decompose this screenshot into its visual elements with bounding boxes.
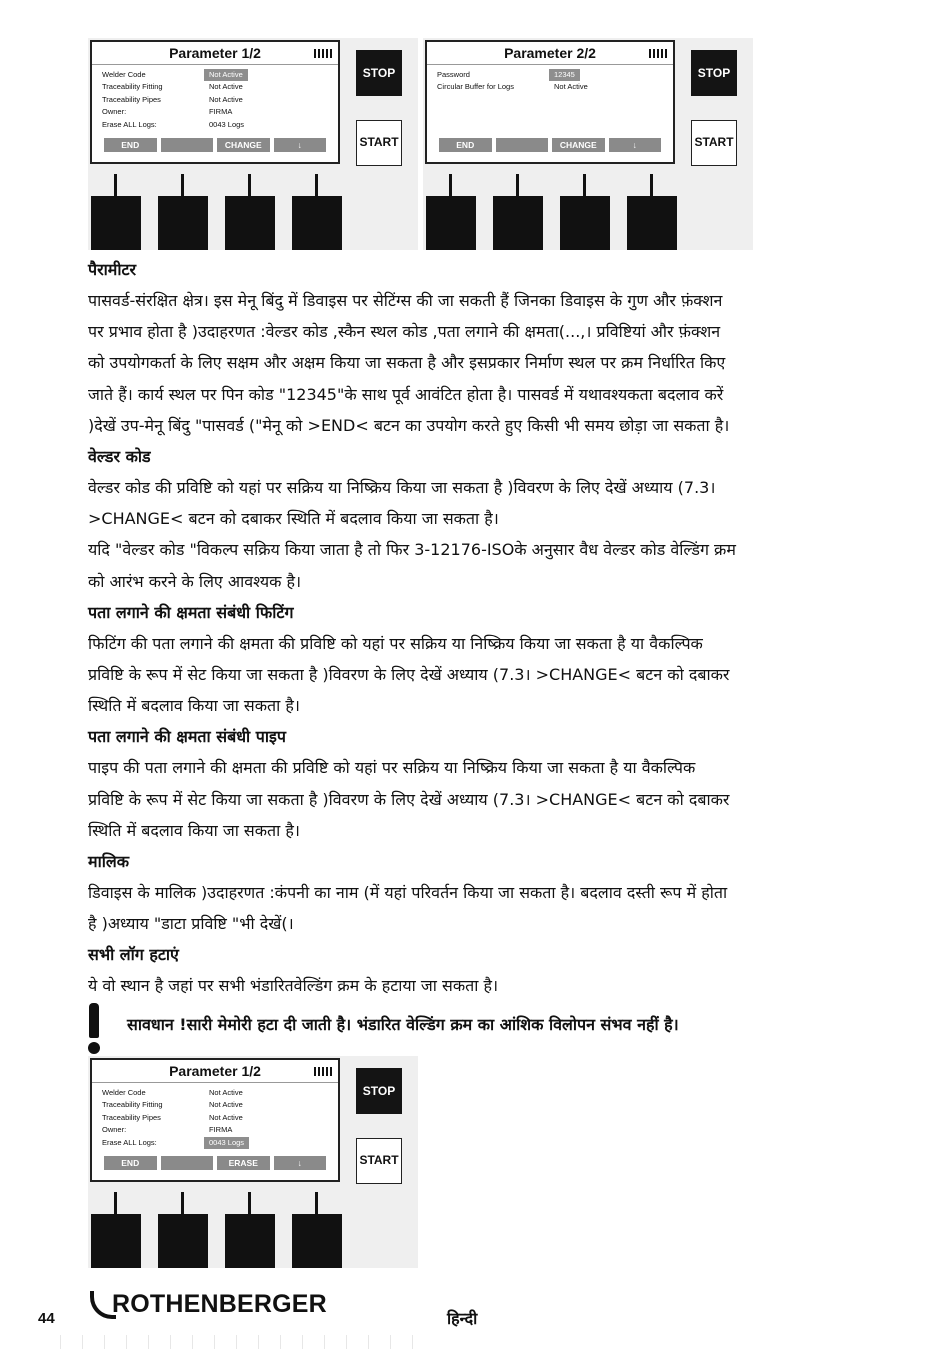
row-value: FIRMA	[209, 107, 233, 117]
row-label: Password	[437, 70, 470, 79]
paragraph-line: जाते हैं। कार्य स्थल पर पिन कोड "12345"के साथ पूर्व आवंटित होता है। पासवर्ड में यथावश्यकता बदलाव करें	[88, 384, 724, 404]
softkey-end: END	[104, 1156, 157, 1170]
lcd-header	[92, 42, 338, 65]
row-value: 12345	[549, 69, 580, 81]
hardware-key-1	[91, 174, 141, 250]
hardware-key-3	[225, 174, 275, 250]
paragraph-line: पाइप की पता लगाने की क्षमता की प्रविष्टि को यहां पर सक्रिय या निष्क्रिय किया जा सकता है या वैकल्पिक	[88, 758, 696, 778]
row-label: Traceability Pipes	[102, 94, 161, 104]
barcode-icon	[649, 49, 667, 58]
softkey-blank	[496, 138, 549, 152]
softkey-down-arrow-icon: ↓	[609, 138, 662, 152]
hardware-key-2	[493, 174, 543, 250]
softkey-blank	[161, 1156, 214, 1170]
softkey-down-arrow-icon: ↓	[274, 138, 327, 152]
softkey-change: CHANGE	[217, 138, 270, 152]
start-button: START	[691, 120, 737, 166]
brand-logo	[88, 1287, 348, 1327]
lcd-screen	[90, 1058, 340, 1182]
row-value: 0043 Logs	[209, 119, 245, 129]
row-value: Not Active	[209, 1088, 243, 1097]
bleed-through-decoration	[60, 1335, 430, 1349]
device-figure-parameter-1	[88, 38, 418, 250]
device-figure-parameter-2	[423, 38, 753, 250]
lcd-row	[102, 94, 338, 106]
row-label: Owner:	[102, 107, 127, 117]
hardware-key-2	[158, 174, 208, 250]
barcode-icon	[314, 1067, 332, 1076]
stop-button: STOP	[691, 50, 737, 96]
row-label: Circular Buffer for Logs	[437, 82, 514, 92]
paragraph-line: पासवर्ड-संरक्षित क्षेत्र। इस मेनू बिंदु में डिवाइस पर सेटिंग्स की जा सकती हैं जिनका डिवाइस के गुण और फ़ंक्शन	[88, 291, 723, 310]
softkey-end: END	[439, 138, 492, 152]
row-label: Welder Code	[102, 1088, 146, 1097]
stop-button: STOP	[356, 1068, 402, 1114]
lcd-title: Parameter 1/2	[169, 45, 261, 61]
softkey-blank	[161, 138, 214, 152]
paragraph-line: प्रविष्टि के रूप में सेट किया जा सकता है )विवरण के लिए देखें अध्याय (7.3। >CHANGE< बटन को दबाकर	[88, 665, 730, 685]
section-heading-erase-logs: सभी लॉग हटाएं	[88, 945, 179, 965]
section-heading-owner: मालिक	[88, 852, 129, 872]
paragraph-line: )देखें उप-मेनू बिंदु "पासवर्ड ("मेनू को >END< बटन का उपयोग करते हुए किसी भी समय छोड़ा जा सकता है।	[88, 415, 730, 435]
paragraph-line: स्थिति में बदलाव किया जा सकता है।	[88, 696, 300, 716]
lcd-row	[102, 1137, 338, 1149]
row-label: Erase ALL Logs:	[102, 119, 157, 129]
paragraph-line: पर प्रभाव होता है )उदाहरणत :वेल्डर कोड ,स्कैन स्थल कोड ,पता लगाने की क्षमता(...,। प्रविष्टियां और फ़ंक्शन	[88, 322, 721, 342]
row-label: Traceability Fitting	[102, 1100, 163, 1110]
section-heading-welder-code: वेल्डर कोड	[88, 447, 151, 467]
row-value: Not Active	[209, 94, 243, 104]
row-label: Erase ALL Logs:	[102, 1137, 157, 1147]
hardware-key-4	[292, 174, 342, 250]
hardware-key-4	[292, 1192, 342, 1268]
section-heading-traceability-fitting: पता लगाने की क्षमता संबंधी फिटिंग	[88, 602, 294, 622]
lcd-screen	[425, 40, 675, 164]
row-value: FIRMA	[209, 1125, 233, 1135]
section-heading-traceability-pipes: पता लगाने की क्षमता संबंधी पाइप	[88, 727, 286, 747]
hardware-key-3	[225, 1192, 275, 1268]
row-label: Welder Code	[102, 70, 146, 79]
softkey-end: END	[104, 138, 157, 152]
lcd-title: Parameter 2/2	[504, 45, 596, 61]
paragraph-line: फिटिंग की पता लगाने की क्षमता की प्रविष्टि को यहां पर सक्रिय या निष्क्रिय किया जा सकता है या वैकल्पिक	[88, 633, 703, 653]
softkey-change: CHANGE	[552, 138, 605, 152]
paragraph-line: को आरंभ करने के लिए आवश्यक है।	[88, 571, 302, 591]
device-figure-erase-logs	[88, 1056, 418, 1268]
row-value: Not Active	[554, 82, 588, 92]
lcd-row	[437, 81, 673, 93]
row-value: Not Active	[209, 1112, 243, 1122]
start-button: START	[356, 1138, 402, 1184]
softkey-down-arrow-icon: ↓	[274, 1156, 327, 1170]
exclamation-icon	[88, 1003, 100, 1055]
start-button: START	[356, 120, 402, 166]
paragraph-line: है )अध्याय "डाटा प्रविष्टि "भी देखें(।	[88, 914, 294, 934]
hardware-key-2	[158, 1192, 208, 1268]
warning-text: सावधान !सारी मेमोरी हटा दी जाती है। भंडारित वेल्डिंग क्रम का आंशिक विलोपन संभव नहीं है।	[127, 1015, 679, 1034]
lcd-row	[437, 69, 673, 81]
hardware-key-4	[627, 174, 677, 250]
section-heading-parameter: पैरामीटर	[88, 260, 137, 279]
paragraph-line: डिवाइस के मालिक )उदाहरणत :कंपनी का नाम (में यहां परिवर्तन किया जा सकता है। बदलाव दस्ती रूप में होता	[88, 883, 728, 903]
paragraph-line: प्रविष्टि के रूप में सेट किया जा सकता है )विवरण के लिए देखें अध्याय (7.3। >CHANGE< बटन को दबाकर	[88, 789, 730, 809]
row-value: Not Active	[209, 82, 243, 92]
hardware-key-1	[91, 1192, 141, 1268]
row-value: Not Active	[209, 1100, 243, 1110]
row-label: Owner:	[102, 1125, 127, 1135]
page-number: 44	[38, 1310, 55, 1327]
lcd-row	[102, 106, 338, 118]
lcd-row	[102, 1087, 338, 1099]
lcd-row	[102, 119, 338, 131]
paragraph-line: >CHANGE< बटन को दबाकर स्थिति में बदलाव किया जा सकता है।	[88, 509, 499, 529]
row-label: Traceability Pipes	[102, 1112, 161, 1122]
lcd-row	[102, 1124, 338, 1136]
lcd-row	[102, 81, 338, 93]
paragraph-line: ये वो स्थान है जहां पर सभी भंडारितवेल्डिंग क्रम के हटाया जा सकता है।	[88, 976, 499, 996]
lcd-title: Parameter 1/2	[169, 1063, 261, 1079]
softkey-erase: ERASE	[217, 1156, 270, 1170]
paragraph-line: स्थिति में बदलाव किया जा सकता है।	[88, 820, 300, 840]
paragraph-line: को उपयोगकर्ता के लिए सक्षम और अक्षम किया जा सकता है और इसप्रकार निर्माण स्थल पर क्रम निर्धारित किए	[88, 353, 726, 373]
paragraph-line: वेल्डर कोड की प्रविष्टि को यहां पर सक्रिय या निष्क्रिय किया जा सकता है )विवरण के लिए देखें अध्याय (7.3।	[88, 478, 716, 498]
lcd-row	[102, 69, 338, 81]
row-label: Traceability Fitting	[102, 82, 163, 92]
lcd-header	[92, 1060, 338, 1083]
row-value: Not Active	[204, 69, 248, 81]
body-text	[88, 254, 888, 1002]
brand-name: ROTHENBERGER	[112, 1290, 327, 1318]
barcode-icon	[314, 49, 332, 58]
lcd-row	[102, 1112, 338, 1124]
stop-button: STOP	[356, 50, 402, 96]
row-value: 0043 Logs	[204, 1137, 249, 1149]
lcd-screen	[90, 40, 340, 164]
hardware-key-3	[560, 174, 610, 250]
hardware-key-1	[426, 174, 476, 250]
lcd-header	[427, 42, 673, 65]
paragraph-line: यदि "वेल्डर कोड "विकल्प सक्रिय किया जाता है तो फिर 3-12176-ISOके अनुसार वैध वेल्डर कोड वेल्डिंग क्रम	[88, 540, 736, 560]
language-label: हिन्दी	[447, 1309, 478, 1328]
lcd-row	[102, 1099, 338, 1111]
